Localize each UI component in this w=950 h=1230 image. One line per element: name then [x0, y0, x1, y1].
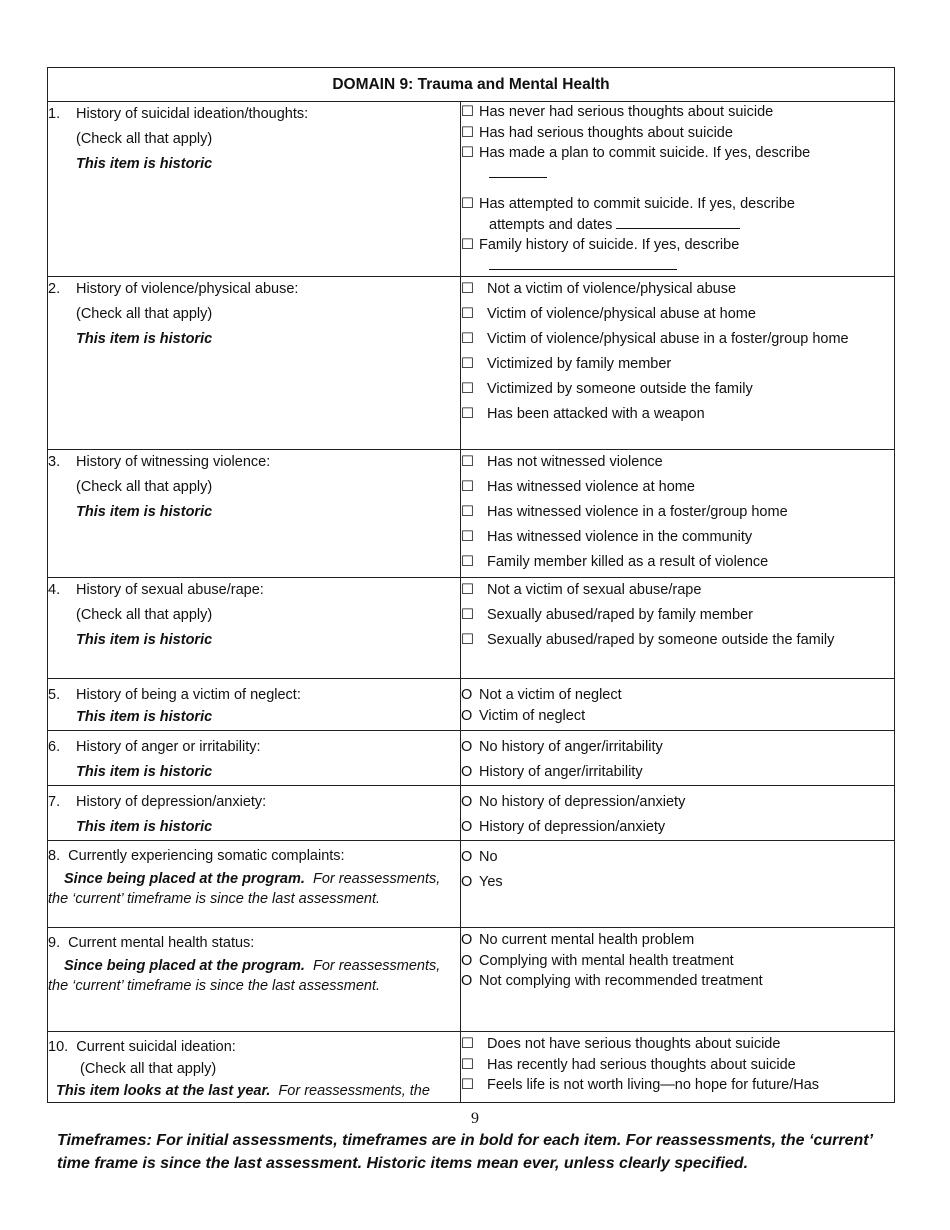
- describe-blank-field[interactable]: [461, 256, 894, 277]
- item-3-options: [461, 450, 895, 578]
- checkbox-icon[interactable]: ☐: [461, 454, 474, 470]
- option[interactable]: ☐ Sexually abused/raped by family member: [461, 603, 894, 628]
- item-4-options: [461, 578, 895, 679]
- attempts-dates-field[interactable]: attempts and dates: [461, 215, 894, 236]
- item-number: 2.: [48, 281, 61, 297]
- checkbox-icon[interactable]: ☐: [461, 104, 474, 120]
- radio-icon[interactable]: O: [461, 952, 473, 969]
- option[interactable]: ☐ Victim of violence/physical abuse at home: [461, 302, 894, 327]
- radio-icon[interactable]: O: [461, 764, 473, 780]
- item-5-options: [461, 679, 895, 731]
- item-4-question: [48, 578, 461, 679]
- checkbox-icon[interactable]: ☐: [461, 632, 474, 648]
- timeframe-note: Since being placed at the program. For reassessments, the ‘current’ timeframe is since the last assessment.: [48, 871, 441, 907]
- item-row-8: [48, 841, 895, 928]
- item-row-6: [48, 731, 895, 786]
- option[interactable]: O Complying with mental health treatment: [461, 951, 894, 972]
- item-row-1: [48, 102, 895, 277]
- timeframe-note: This item looks at the last year. For reassessments, the: [56, 1083, 430, 1099]
- option[interactable]: O No current mental health problem: [461, 930, 894, 951]
- option[interactable]: ☐ Family history of suicide. If yes, describe: [461, 235, 894, 256]
- page-number: 9: [471, 1110, 479, 1127]
- item-heading: [48, 845, 460, 867]
- item-title: History of depression/anxiety:: [76, 794, 267, 810]
- item-1-question: [48, 102, 461, 277]
- checkbox-icon[interactable]: ☐: [461, 237, 474, 253]
- option[interactable]: O Victim of neglect: [461, 706, 894, 727]
- checkbox-icon[interactable]: ☐: [461, 1036, 474, 1052]
- checkbox-icon[interactable]: ☐: [461, 406, 474, 422]
- item-title: History of witnessing violence:: [76, 454, 271, 470]
- historic-note: This item is historic: [76, 331, 213, 347]
- item-number: 6.: [48, 739, 61, 755]
- item-title: History of being a victim of neglect:: [76, 687, 301, 703]
- option[interactable]: ☐ Has witnessed violence at home: [461, 475, 894, 500]
- check-all-note: (Check all that apply): [76, 131, 213, 147]
- item-row-9: [48, 928, 895, 1032]
- checkbox-icon[interactable]: ☐: [461, 124, 474, 141]
- radio-icon[interactable]: O: [461, 739, 473, 755]
- checkbox-icon[interactable]: ☐: [461, 1056, 474, 1073]
- option[interactable]: O No history of anger/irritability: [461, 735, 894, 760]
- item-heading: [48, 932, 460, 954]
- describe-blank-field[interactable]: [461, 164, 894, 185]
- option[interactable]: ☐ Feels life is not worth living—no hope for future/Has: [461, 1075, 894, 1096]
- radio-icon[interactable]: O: [461, 973, 473, 989]
- item-number: 8.: [48, 848, 61, 864]
- option[interactable]: ☐ Has attempted to commit suicide. If yes, describe: [461, 194, 894, 215]
- item-title: History of violence/physical abuse:: [76, 281, 299, 297]
- checkbox-icon[interactable]: ☐: [461, 479, 474, 495]
- item-title: History of anger or irritability:: [76, 739, 261, 755]
- checkbox-icon[interactable]: ☐: [461, 1077, 474, 1093]
- checkbox-icon[interactable]: ☐: [461, 356, 474, 372]
- option[interactable]: ☐ Family member killed as a result of violence: [461, 550, 894, 575]
- trauma-mental-health-table: [47, 67, 895, 1103]
- radio-icon[interactable]: O: [461, 707, 473, 724]
- item-2-question: [48, 277, 461, 450]
- option[interactable]: O No: [461, 845, 894, 870]
- radio-icon[interactable]: O: [461, 849, 473, 865]
- option[interactable]: O No history of depression/anxiety: [461, 790, 894, 815]
- item-2-options: [461, 277, 895, 450]
- checkbox-icon[interactable]: ☐: [461, 504, 474, 520]
- option[interactable]: O History of depression/anxiety: [461, 815, 894, 840]
- item-9-options: [461, 928, 895, 1032]
- item-number: 7.: [48, 794, 61, 810]
- checkbox-icon[interactable]: ☐: [461, 381, 474, 397]
- historic-note: This item is historic: [76, 819, 213, 835]
- domain-title: DOMAIN 9: Trauma and Mental Health: [48, 68, 895, 102]
- item-number: 3.: [48, 454, 61, 470]
- item-8-question: [48, 841, 461, 928]
- historic-note: This item is historic: [76, 156, 213, 172]
- item-title: Current mental health status:: [68, 935, 255, 951]
- checkbox-icon[interactable]: ☐: [461, 306, 474, 322]
- item-number: 1.: [48, 106, 61, 122]
- item-number: 10.: [48, 1039, 69, 1055]
- checkbox-icon[interactable]: ☐: [461, 607, 474, 623]
- option[interactable]: ☐ Victimized by family member: [461, 352, 894, 377]
- item-6-options: [461, 731, 895, 786]
- item-5-question: [48, 679, 461, 731]
- checkbox-icon[interactable]: ☐: [461, 529, 474, 545]
- item-3-question: [48, 450, 461, 578]
- option[interactable]: ☐ Not a victim of violence/physical abuse: [461, 277, 894, 302]
- radio-icon[interactable]: O: [461, 794, 473, 810]
- radio-icon[interactable]: O: [461, 819, 473, 835]
- item-title: Currently experiencing somatic complaints:: [68, 848, 345, 864]
- item-row-3: [48, 450, 895, 578]
- option[interactable]: O Not a victim of neglect: [461, 685, 894, 706]
- option[interactable]: ☐ Has not witnessed violence: [461, 450, 894, 475]
- historic-note: This item is historic: [76, 709, 213, 725]
- checkbox-icon[interactable]: ☐: [461, 281, 474, 297]
- checkbox-icon[interactable]: ☐: [461, 582, 474, 598]
- item-10-question: [48, 1032, 461, 1103]
- option[interactable]: O History of anger/irritability: [461, 760, 894, 785]
- item-row-2: [48, 277, 895, 450]
- option[interactable]: ☐ Has had serious thoughts about suicide: [461, 123, 894, 144]
- check-all-note: (Check all that apply): [76, 479, 213, 495]
- historic-note: This item is historic: [76, 504, 213, 520]
- radio-icon[interactable]: O: [461, 687, 473, 703]
- item-row-4: [48, 578, 895, 679]
- option[interactable]: ☐ Victim of violence/physical abuse in a foster/group home: [461, 327, 894, 352]
- item-number: 4.: [48, 582, 61, 598]
- item-row-10: [48, 1032, 895, 1103]
- item-7-question: [48, 786, 461, 841]
- option[interactable]: O Yes: [461, 870, 894, 895]
- option[interactable]: ☐ Does not have serious thoughts about suicide: [461, 1034, 894, 1055]
- item-title: History of sexual abuse/rape:: [76, 582, 264, 598]
- radio-icon[interactable]: O: [461, 874, 473, 890]
- checkbox-icon[interactable]: ☐: [461, 196, 474, 212]
- radio-icon[interactable]: O: [461, 932, 473, 948]
- checkbox-icon[interactable]: ☐: [461, 331, 474, 347]
- option[interactable]: ☐ Has made a plan to commit suicide. If yes, describe: [461, 143, 894, 164]
- item-1-options: [461, 102, 895, 277]
- item-6-question: [48, 731, 461, 786]
- checkbox-icon[interactable]: ☐: [461, 145, 474, 161]
- item-number: 5.: [48, 687, 61, 703]
- option[interactable]: ☐ Has recently had serious thoughts about suicide: [461, 1055, 894, 1076]
- item-7-options: [461, 786, 895, 841]
- item-title: History of suicidal ideation/thoughts:: [76, 106, 309, 122]
- historic-note: This item is historic: [76, 764, 213, 780]
- option[interactable]: ☐ Has been attacked with a weapon: [461, 402, 894, 427]
- item-title: Current suicidal ideation:: [76, 1039, 236, 1055]
- item-9-question: [48, 928, 461, 1032]
- item-10-options: [461, 1032, 895, 1103]
- timeframes-footer-note: Timeframes: For initial assessments, timeframes are in bold for each item. For reassessments, the ‘current’ time frame is since the last assessment. Historic items mean ever, unless clearly specified.: [57, 1132, 873, 1172]
- item-heading: [48, 1036, 460, 1058]
- item-row-7: [48, 786, 895, 841]
- option[interactable]: ☐ Victimized by someone outside the family: [461, 377, 894, 402]
- option[interactable]: O Not complying with recommended treatment: [461, 971, 894, 992]
- checkbox-icon[interactable]: ☐: [461, 554, 474, 570]
- option[interactable]: ☐ Sexually abused/raped by someone outside the family: [461, 628, 894, 653]
- option[interactable]: ☐ Not a victim of sexual abuse/rape: [461, 578, 894, 603]
- check-all-note: (Check all that apply): [76, 607, 213, 623]
- option[interactable]: ☐ Has never had serious thoughts about suicide: [461, 102, 894, 123]
- item-8-options: [461, 841, 895, 928]
- historic-note: This item is historic: [76, 632, 213, 648]
- option[interactable]: ☐ Has witnessed violence in the community: [461, 525, 894, 550]
- option[interactable]: ☐ Has witnessed violence in a foster/group home: [461, 500, 894, 525]
- item-row-5: [48, 679, 895, 731]
- check-all-note: (Check all that apply): [80, 1061, 217, 1077]
- timeframe-note: Since being placed at the program. For reassessments, the ‘current’ timeframe is since the last assessment.: [48, 958, 441, 994]
- check-all-note: (Check all that apply): [76, 306, 213, 322]
- item-number: 9.: [48, 935, 61, 951]
